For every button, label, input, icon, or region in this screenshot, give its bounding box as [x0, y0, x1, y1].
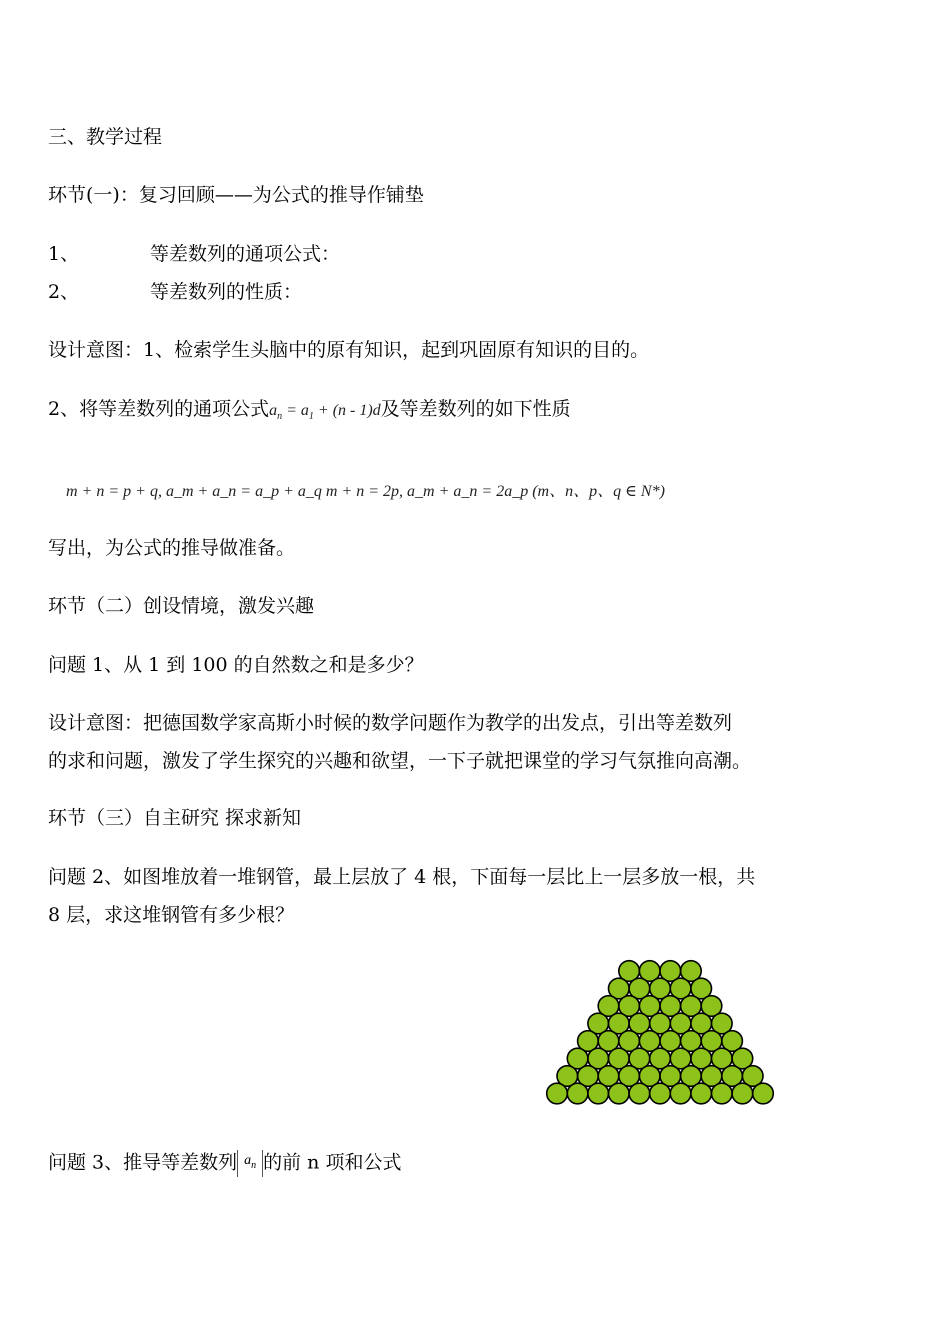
item-2-number: 2、 [48, 281, 80, 303]
steel-pipe [650, 1083, 671, 1104]
intent-2-suffix: 及等差数列的如下性质 [380, 398, 571, 420]
question-2-line2: 8 层，求这堆钢管有多少根？ [48, 904, 295, 926]
steel-pipe [547, 1083, 568, 1104]
property-formula: m + n = p + q, a_m + a_n = a_p + a_q m + n = 2p, a_m + a_n = 2a_p (m、n、p、q ∈ N*) [66, 483, 665, 500]
item-2 [48, 280, 302, 304]
question-3-prefix: 问题 3、推导等差数列 [48, 1151, 238, 1174]
design-intent-3-line1: 设计意图：把德国数学家高斯小时候的数学问题作为教学的出发点，引出等差数列 [48, 712, 733, 734]
steel-pipe [732, 1083, 753, 1104]
question-3-suffix: 的前 n 项和公式 [263, 1151, 402, 1174]
section-heading: 三、教学过程 [48, 126, 163, 148]
sequence-notation: $a_n$ [237, 1150, 263, 1177]
item-2-text: 等差数列的性质： [150, 281, 303, 303]
section3-title: 环节（三）自主研究 探求新知 [48, 807, 302, 829]
design-intent-2 [48, 397, 571, 429]
steel-pipe [567, 1083, 588, 1104]
intent-2-prefix: 2、将等差数列的通项公式 [48, 398, 270, 420]
steel-pipe [609, 1083, 630, 1104]
steel-pipe [753, 1083, 774, 1104]
steel-pipe [588, 1083, 609, 1104]
steel-pipe [712, 1083, 733, 1104]
question-2-line1: 问题 2、如图堆放着一堆钢管，最上层放了 4 根，下面每一层比上一层多放一根，共 [48, 866, 756, 888]
steel-pipe [629, 1083, 650, 1104]
item-1-number: 1、 [48, 243, 80, 265]
design-intent-1: 设计意图：1、检索学生头脑中的原有知识，起到巩固原有知识的目的。 [48, 339, 650, 361]
general-term-formula: $a_n = a_1 + (n - 1)d$ [269, 402, 381, 422]
question-1: 问题 1、从 1 到 100 的自然数之和是多少？ [48, 654, 424, 676]
steel-pipe-stack-figure [540, 952, 780, 1112]
intent-2-end: 写出，为公式的推导做准备。 [48, 537, 296, 559]
steel-pipe [670, 1083, 691, 1104]
steel-pipe [691, 1083, 712, 1104]
design-intent-3-line2: 的求和问题，激发了学生探究的兴趣和欲望，一下子就把课堂的学习气氛推向高潮。 [48, 750, 752, 772]
question-3 [48, 1150, 401, 1177]
section1-title: 环节(一)：复习回顾——为公式的推导作铺垫 [48, 184, 424, 206]
section2-title: 环节（二）创设情境，激发兴趣 [48, 595, 315, 617]
item-1 [48, 242, 340, 266]
item-1-text: 等差数列的通项公式： [150, 243, 341, 265]
